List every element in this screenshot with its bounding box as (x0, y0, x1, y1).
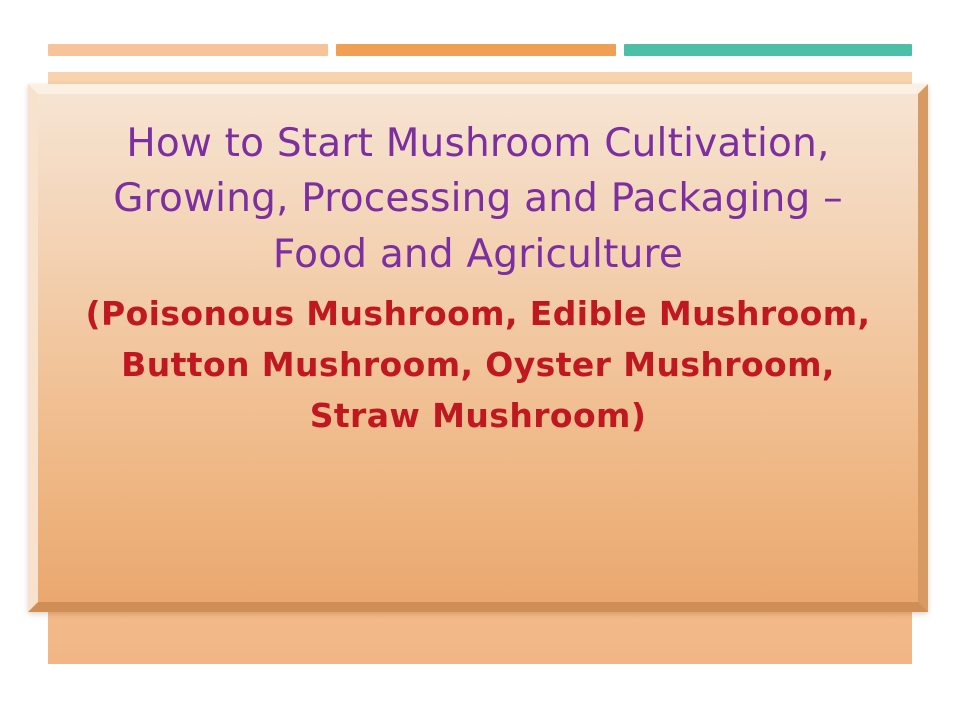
title-card (28, 84, 928, 612)
page-title: How to Start Mushroom Cultivation, Growing, Processing and Packaging – Food and Agriculture (113, 121, 843, 277)
accent-bar-light (48, 44, 328, 56)
accent-bar-group (48, 44, 912, 56)
page-subtitle: (Poisonous Mushroom, Edible Mushroom, Button Mushroom, Oyster Mushroom, Straw Mushroom) (85, 294, 871, 436)
accent-bar-teal (624, 44, 912, 56)
accent-bar-orange (336, 44, 616, 56)
